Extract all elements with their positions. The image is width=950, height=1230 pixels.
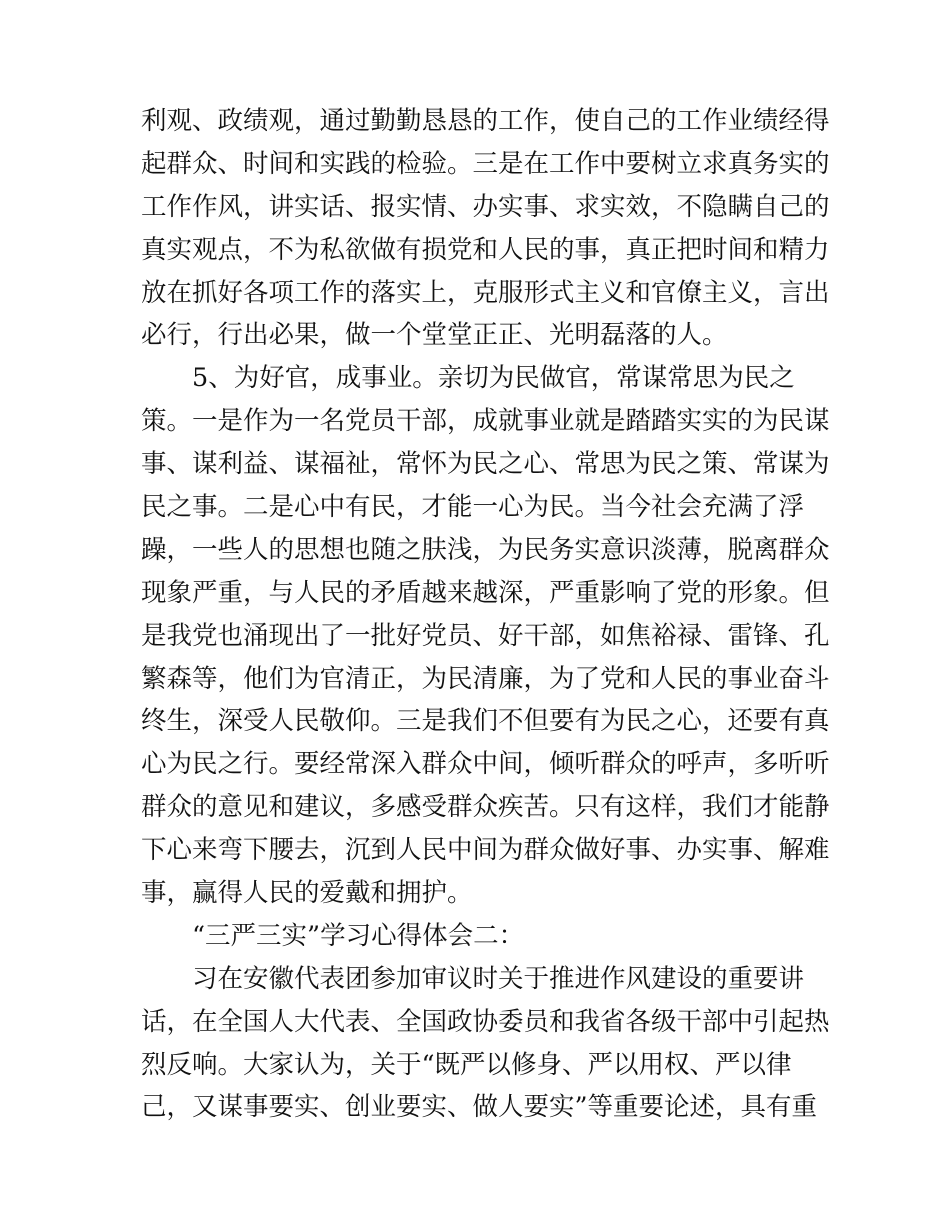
text-line: 己，又谋事要实、创业要实、做人要实”等重要论述，具有重 bbox=[141, 1092, 818, 1123]
text-line: 起群众、时间和实践的检验。三是在工作中要树立求真务实的 bbox=[141, 148, 830, 179]
body-text bbox=[141, 100, 830, 1129]
text-line: 群众的意见和建议，多感受群众疾苦。只有这样，我们才能静 bbox=[141, 792, 830, 823]
paragraph-start-line: 习在安徽代表团参加审议时关于推进作风建设的重要讲 bbox=[192, 963, 805, 994]
text-line: 下心来弯下腰去，沉到人民中间为群众做好事、办实事、解难 bbox=[141, 835, 830, 866]
text-line: 真实观点，不为私欲做有损党和人民的事，真正把时间和精力 bbox=[141, 234, 830, 265]
paragraph-start-line: 5、为好官，成事业。亲切为民做官，常谋常思为民之 bbox=[192, 363, 795, 394]
text-line: 现象严重，与人民的矛盾越来越深，严重影响了党的形象。但 bbox=[141, 577, 830, 608]
text-line: 是我党也涌现出了一批好党员、好干部，如焦裕禄、雷锋、孔 bbox=[141, 620, 830, 651]
text-line: 繁森等，他们为官清正，为民清廉，为了党和人民的事业奋斗 bbox=[141, 663, 830, 694]
text-line: 心为民之行。要经常深入群众中间，倾听群众的呼声，多听听 bbox=[141, 749, 830, 780]
text-line: 利观、政绩观，通过勤勤恳恳的工作，使自己的工作业绩经得 bbox=[141, 106, 830, 136]
text-line: 终生，深受人民敬仰。三是我们不但要有为民之心，还要有真 bbox=[141, 706, 830, 737]
text-line: 躁，一些人的思想也随之肤浅，为民务实意识淡薄，脱离群众 bbox=[141, 534, 830, 565]
text-line: 工作作风，讲实话、报实情、办实事、求实效，不隐瞒自己的 bbox=[141, 191, 830, 222]
text-line: 民之事。二是心中有民，才能一心为民。当今社会充满了浮 bbox=[141, 492, 805, 523]
text-line: 烈反响。大家认为，关于“既严以修身、严以用权、严以律 bbox=[141, 1049, 792, 1080]
text-line: 放在抓好各项工作的落实上，克服形式主义和官僚主义，言出 bbox=[141, 277, 830, 308]
text-line: 事、谋利益、谋福祉，常怀为民之心、常思为民之策、常谋为 bbox=[141, 449, 830, 480]
section-heading: “三严三实”学习心得体会二： bbox=[192, 920, 525, 951]
text-line: 策。一是作为一名党员干部，成就事业就是踏踏实实的为民谋 bbox=[141, 406, 830, 437]
text-line: 必行，行出必果，做一个堂堂正正、光明磊落的人。 bbox=[141, 320, 728, 351]
text-line: 事，赢得人民的爱戴和拥护。 bbox=[141, 878, 473, 909]
text-line: 话，在全国人大代表、全国政协委员和我省各级干部中引起热 bbox=[141, 1006, 830, 1037]
